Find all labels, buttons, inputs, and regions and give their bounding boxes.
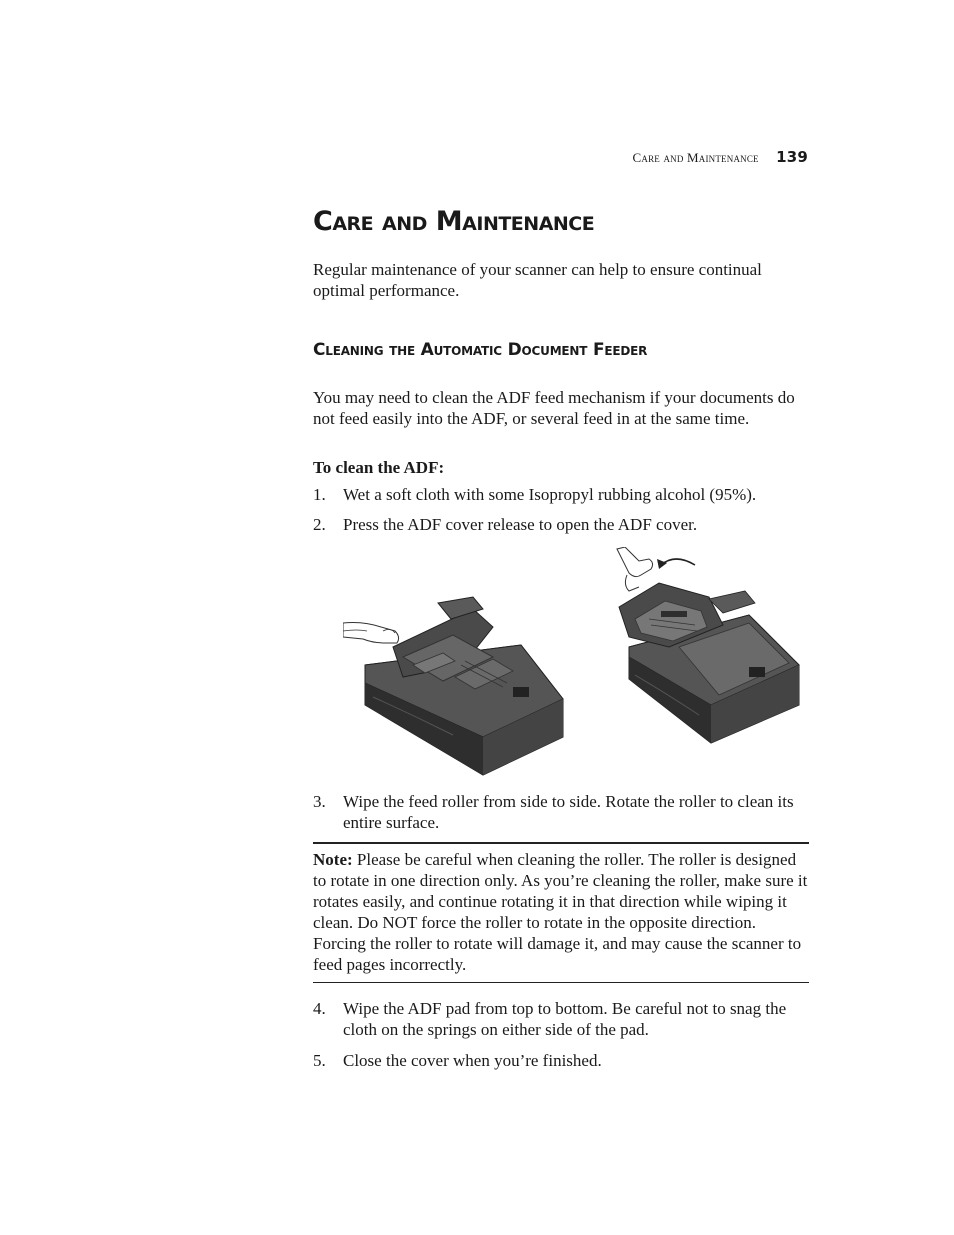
step-number: 3. xyxy=(313,792,326,811)
page-number: 139 xyxy=(776,148,808,166)
step-number: 4. xyxy=(313,999,326,1018)
running-head-title: Care and Maintenance xyxy=(632,150,759,165)
note-paragraph xyxy=(313,849,809,975)
note-box xyxy=(313,842,809,983)
page-title: Care and Maintenance xyxy=(313,206,595,237)
step-number: 5. xyxy=(313,1051,326,1070)
list-item xyxy=(313,1050,809,1071)
main-content xyxy=(313,205,809,1071)
step-number: 2. xyxy=(313,515,326,534)
steps-list xyxy=(313,998,809,1071)
step-text: Wipe the ADF pad from top to bottom. Be careful not to snag the cloth on the springs on either side of the pad. xyxy=(343,999,787,1039)
step-text: Press the ADF cover release to open the ADF cover. xyxy=(343,515,698,534)
step-text: Close the cover when you’re finished. xyxy=(343,1051,602,1070)
step-number: 1. xyxy=(313,485,326,504)
step-text: Wet a soft cloth with some Isopropyl rubbing alcohol (95%). xyxy=(343,485,757,504)
scanner-illustration xyxy=(343,547,809,769)
scanner-closed-illustration xyxy=(343,587,569,787)
section-body: You may need to clean the ADF feed mechanism if your documents do not feed easily into the ADF, or several feed in at the same time. xyxy=(313,388,795,428)
list-item xyxy=(313,998,809,1040)
step-text: Wipe the feed roller from side to side. Rotate the roller to clean its entire surface. xyxy=(343,792,794,832)
list-item xyxy=(313,484,809,505)
note-text: Please be careful when cleaning the roller. The roller is designed to rotate in one direction only. As you’re cleaning the roller, make sure it rotates easily, and continue rotating it in that direction while wiping it clean. Do NOT force the roller to rotate in the opposite direction. Forcing the roller to rotate will damage it, and may cause the scanner to feed pages incorrectly. xyxy=(313,850,808,974)
intro-paragraph: Regular maintenance of your scanner can help to ensure continual optimal performance. xyxy=(313,260,762,300)
list-item xyxy=(313,514,809,535)
steps-list xyxy=(313,791,809,833)
running-head xyxy=(633,148,808,166)
note-label: Note: xyxy=(313,850,353,869)
scanner-open-illustration xyxy=(599,547,809,769)
procedure-heading: To clean the ADF: xyxy=(313,458,445,477)
list-item xyxy=(313,791,809,833)
section-heading: Cleaning the Automatic Document Feeder xyxy=(313,340,648,360)
steps-list xyxy=(313,484,809,535)
